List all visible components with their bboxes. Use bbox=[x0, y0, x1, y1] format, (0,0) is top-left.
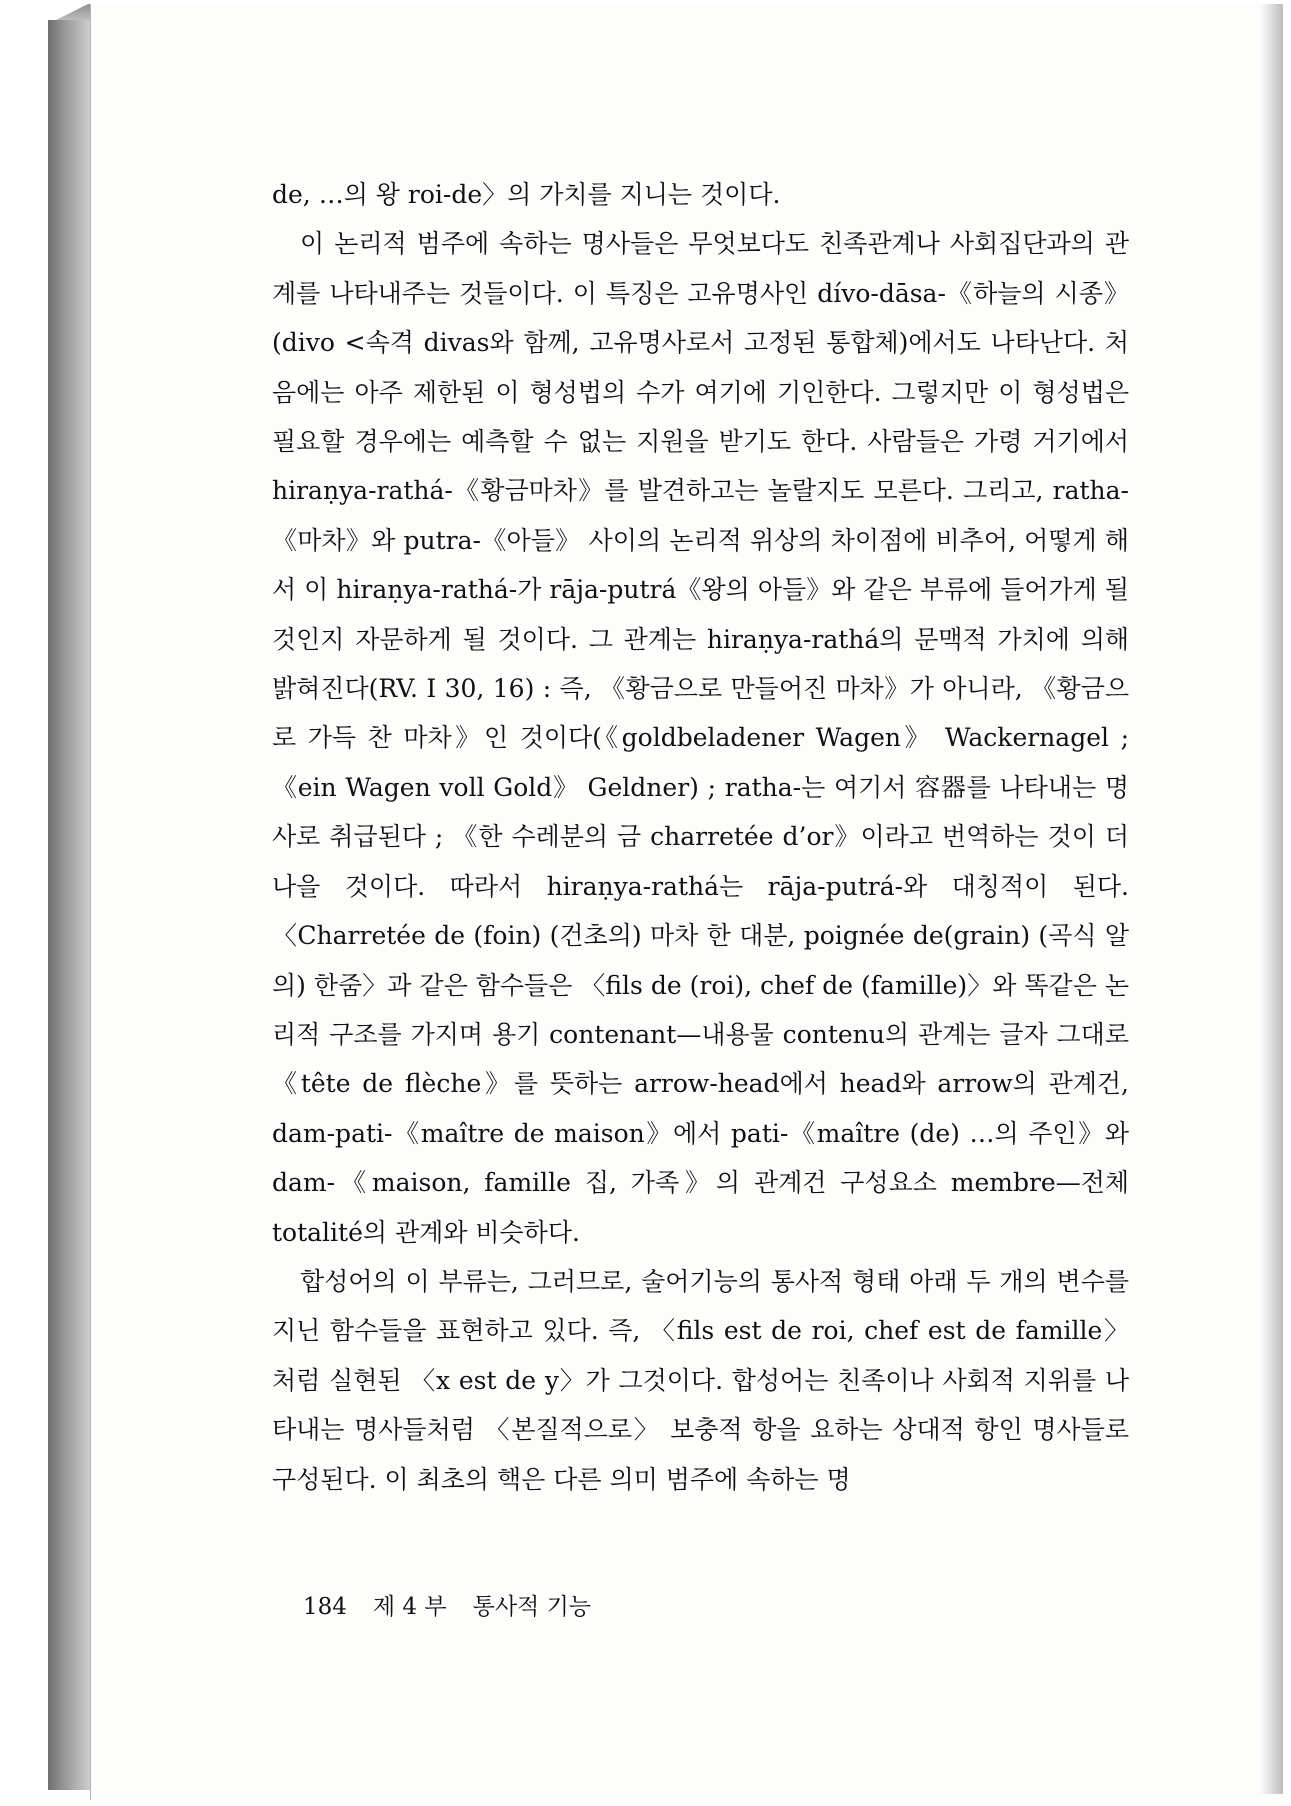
paragraph-3: 합성어의 이 부류는, 그러므로, 술어기능의 통사적 형태 아래 두 개의 변수를 지닌 함수들을 표현하고 있다. 즉, 〈fils est de roi, chef est de famille〉처럼 실현된 〈x est de y〉가 그것이다. 합성어는 친족이나 사회적 지위를 나타내는 명사들처럼 〈본질적으로〉 보충적 항을 요하는 상대적 항인 명사들로 구성된다. 이 최초의 핵은 다른 의미 범주에 속하는 명 bbox=[272, 1266, 1129, 1494]
paragraph-2: 이 논리적 범주에 속하는 명사들은 무엇보다도 친족관계나 사회집단과의 관계를 나타내주는 것들이다. 이 특징은 고유명사인 dívo-dāsa-《하늘의 시종》(divo <속격 divas와 함께, 고유명사로서 고정된 통합체)에서도 나타난다. 처음에는 아주 제한된 이 형성법의 수가 여기에 기인한다. 그렇지만 이 형성법은 필요할 경우에는 예측할 수 없는 지원을 받기도 한다. 사람들은 가령 거기에서 hiraṇya-rathá-《황금마차》를 발견하고는 놀랄지도 모른다. 그리고, ratha-《마차》와 putra-《아들》 사이의 논리적 위상의 차이점에 비추어, 어떻게 해서 이 hiraṇya-rathá-가 rāja-putrá《왕의 아들》와 같은 부류에 들어가게 될 것인지 자문하게 될 것이다. 그 관계는 hiraṇya-rathá의 문맥적 가치에 의해 밝혀진다(RV. I 30, 16) : 즉, 《황금으로 만들어진 마차》가 아니라, 《황금으로 가득 찬 마차》인 것이다(《goldbeladener Wagen》 Wackernagel ; 《ein Wagen voll Gold》 Geldner) ; ratha-는 여기서 容器를 나타내는 명사로 취급된다 ; 《한 수레분의 금 charretée d’or》이라고 번역하는 것이 더 나을 것이다. 따라서 hiraṇya-rathá는 rāja-putrá-와 대칭적이 된다. 〈Charretée de (foin) (건초의) 마차 한 대분, poignée de(grain) (곡식 알의) 한줌〉과 같은 함수들은 〈fils de (roi), chef de (famille)〉와 똑같은 논리적 구조를 가지며 용기 contenant—내용물 contenu의 관계는 글자 그대로 《tête de flèche》를 뜻하는 arrow-head에서 head와 arrow의 관계건, dam-pati-《maître de maison》에서 pati-《maître (de) …의 주인》와 dam-《maison, famille 집, 가족》의 관계건 구성요소 membre—전체 totalité의 관계와 비슷하다. bbox=[272, 229, 1129, 1247]
book-right-edge bbox=[1259, 4, 1283, 1794]
page-footer bbox=[303, 1588, 617, 1621]
body-text bbox=[272, 170, 1129, 1504]
page-number: 184 bbox=[303, 1594, 347, 1620]
paragraph-1: de, …의 왕 roi-de〉의 가치를 지니는 것이다. bbox=[272, 180, 781, 209]
footer-title: 통사적 기능 bbox=[472, 1594, 592, 1620]
footer-part: 제 4 부 bbox=[372, 1594, 447, 1620]
